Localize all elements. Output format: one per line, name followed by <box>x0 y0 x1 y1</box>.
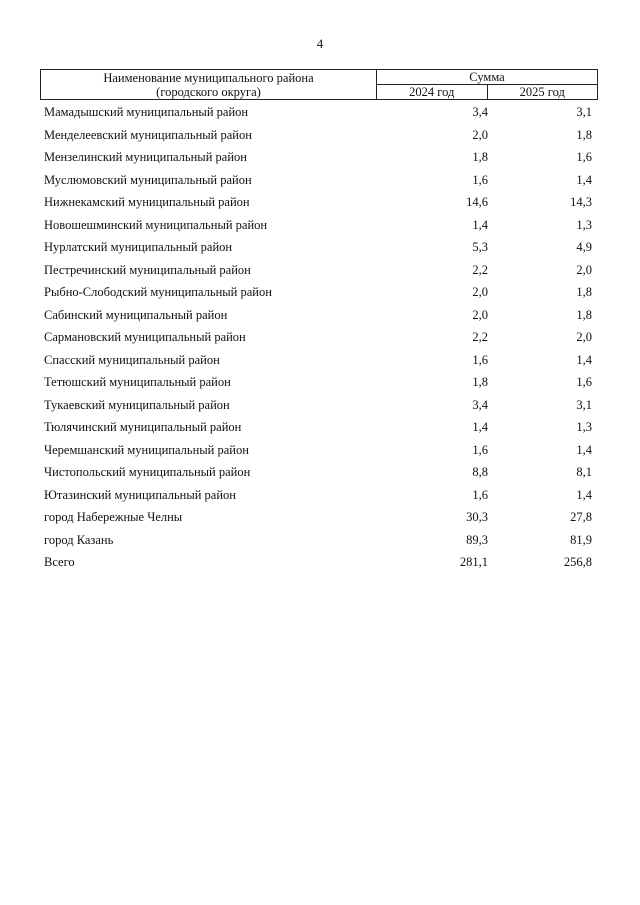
row-name: Тукаевский муниципальный район <box>44 397 230 412</box>
table-row <box>44 169 596 192</box>
row-name: Муслюмовский муниципальный район <box>44 172 252 187</box>
row-value-2024: 1,8 <box>472 150 488 164</box>
row-value-2024: 1,6 <box>472 487 488 502</box>
row-name: Мамадышский муниципальный район <box>44 105 249 119</box>
row-value-2024: 3,4 <box>472 105 488 119</box>
row-value-2025: 2,0 <box>576 330 592 344</box>
row-value-2025: 1,6 <box>576 375 592 389</box>
row-value-2025: 1,4 <box>576 172 592 187</box>
column-header-name-line1: Наименование муниципального района <box>103 70 314 85</box>
row-name: Спасский муниципальный район <box>44 352 220 367</box>
row-value-2025: 3,1 <box>576 105 592 119</box>
row-value-2025: 4,9 <box>576 240 592 254</box>
row-value-2025: 27,8 <box>570 510 592 524</box>
row-value-2025: 1,3 <box>576 217 592 232</box>
table-row <box>44 551 596 574</box>
row-value-2024: 30,3 <box>466 510 488 524</box>
row-name: Новошешминский муниципальный район <box>44 217 268 232</box>
column-header-sum: Сумма <box>377 70 598 85</box>
table-row <box>44 236 596 259</box>
row-value-2025: 1,8 <box>576 285 592 299</box>
row-value-2024: 2,0 <box>472 285 488 299</box>
row-value-2024: 2,2 <box>472 262 488 277</box>
row-value-2024: 281,1 <box>459 555 488 569</box>
row-name: Нурлатский муниципальный район <box>44 240 233 254</box>
table-row <box>44 371 596 394</box>
row-value-2025: 1,3 <box>576 420 592 434</box>
row-value-2025: 1,8 <box>576 307 592 322</box>
row-name: Сармановский муниципальный район <box>44 330 246 344</box>
row-value-2025: 2,0 <box>576 262 592 277</box>
table-row <box>44 191 596 214</box>
table-header <box>40 69 598 100</box>
row-value-2025: 14,3 <box>570 195 592 209</box>
row-value-2024: 3,4 <box>472 397 488 412</box>
table-row <box>44 349 596 372</box>
row-name: Мензелинский муниципальный район <box>44 150 247 164</box>
row-name: Тюлячинский муниципальный район <box>44 420 242 434</box>
row-value-2024: 1,6 <box>472 172 488 187</box>
row-name: город Казань <box>44 532 114 547</box>
table-row <box>44 394 596 417</box>
table-row <box>44 416 596 439</box>
table-body <box>44 101 596 574</box>
row-value-2024: 89,3 <box>466 532 488 547</box>
row-value-2024: 1,6 <box>472 442 488 457</box>
column-header-name <box>41 70 377 100</box>
row-name: Черемшанский муниципальный район <box>44 442 249 457</box>
row-value-2024: 8,8 <box>472 465 488 479</box>
row-value-2024: 2,2 <box>472 330 488 344</box>
row-value-2024: 2,0 <box>472 127 488 142</box>
row-value-2025: 1,4 <box>576 442 592 457</box>
row-name: Рыбно-Слободский муниципальный район <box>44 285 272 299</box>
row-name: Нижнекамский муниципальный район <box>44 195 250 209</box>
row-value-2025: 1,6 <box>576 150 592 164</box>
row-value-2024: 2,0 <box>472 307 488 322</box>
table-row <box>44 439 596 462</box>
table-row <box>44 484 596 507</box>
row-value-2025: 8,1 <box>576 465 592 479</box>
row-value-2024: 1,4 <box>472 420 488 434</box>
table-row <box>44 101 596 124</box>
column-header-name-line2: (городского округа) <box>156 84 261 99</box>
page-number: 4 <box>316 36 324 51</box>
row-value-2025: 1,8 <box>576 127 592 142</box>
table-row <box>44 124 596 147</box>
row-name: Ютазинский муниципальный район <box>44 487 236 502</box>
row-name: Всего <box>44 555 75 569</box>
row-value-2025: 3,1 <box>576 397 592 412</box>
row-name: город Набережные Челны <box>44 510 183 524</box>
column-header-2025: 2025 год <box>487 85 598 100</box>
row-value-2025: 1,4 <box>576 352 592 367</box>
row-value-2024: 5,3 <box>472 240 488 254</box>
row-value-2025: 81,9 <box>570 532 592 547</box>
column-header-2024: 2024 год <box>377 85 488 100</box>
table-row <box>44 529 596 552</box>
row-name: Чистопольский муниципальный район <box>44 465 251 479</box>
row-value-2024: 1,6 <box>472 352 488 367</box>
row-value-2024: 14,6 <box>466 195 488 209</box>
table-row <box>44 304 596 327</box>
table-row <box>44 461 596 484</box>
row-name: Пестречинский муниципальный район <box>44 262 251 277</box>
row-name: Сабинский муниципальный район <box>44 307 228 322</box>
table-row <box>44 506 596 529</box>
table-row <box>44 259 596 282</box>
table-row <box>44 326 596 349</box>
row-value-2024: 1,8 <box>472 375 488 389</box>
row-name: Менделеевский муниципальный район <box>44 127 252 142</box>
row-value-2024: 1,4 <box>472 217 488 232</box>
table-row <box>44 146 596 169</box>
row-value-2025: 1,4 <box>576 487 592 502</box>
table-row <box>44 214 596 237</box>
row-name: Тетюшский муниципальный район <box>44 375 231 389</box>
table-row <box>44 281 596 304</box>
row-value-2025: 256,8 <box>563 555 592 569</box>
